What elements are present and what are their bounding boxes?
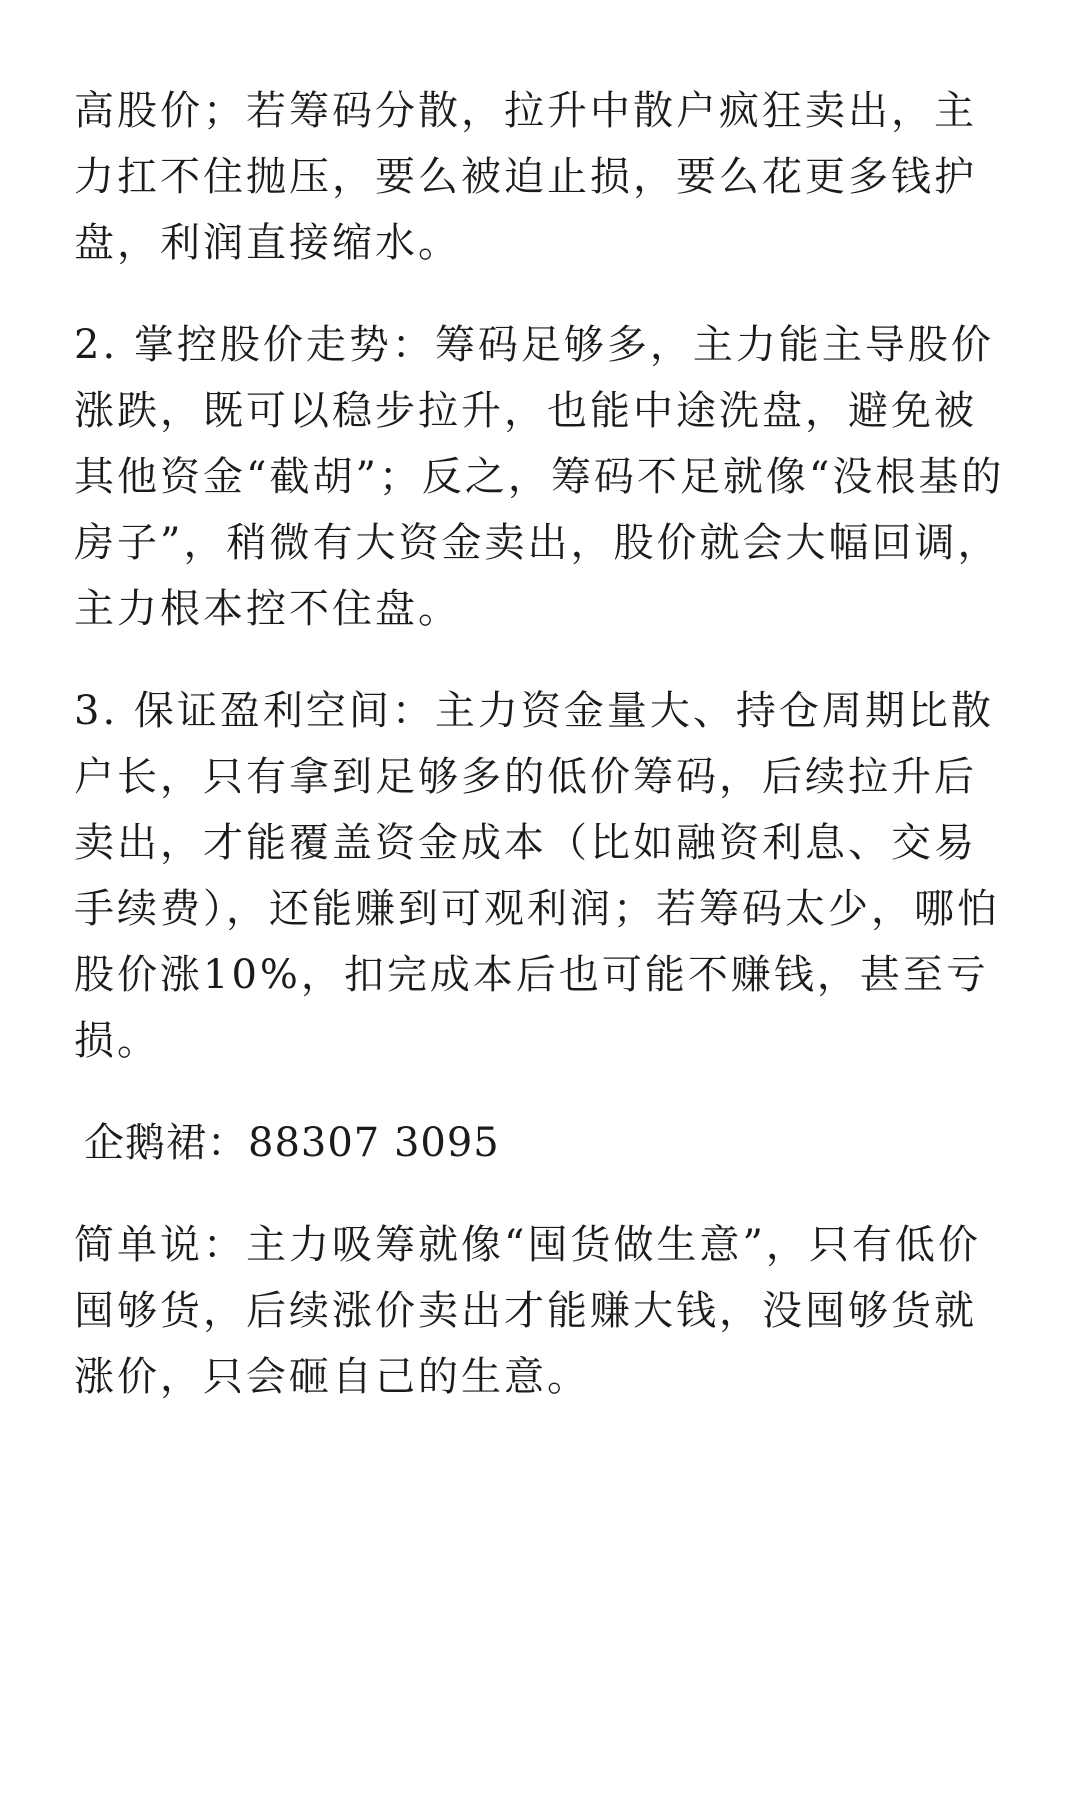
paragraph-spacer (74, 276, 1014, 312)
paragraph-summary: 简单说：主力吸筹就像“囤货做生意”，只有低价囤够货，后续涨价卖出才能赚大钱，没囤够货就涨价，只会砸自己的生意。 (74, 1222, 981, 1400)
paragraph-point-3: 3. 保证盈利空间：主力资金量大、持仓周期比散户长，只有拿到足够多的低价筹码，后续拉升后卖出，才能覆盖资金成本（比如融资利息、交易手续费），还能赚到可观利润；若筹码太少，哪怕股价涨10%，扣完成本后也可能不赚钱，甚至亏损。 (74, 688, 1000, 1064)
paragraph-spacer (74, 642, 1014, 678)
paragraph-spacer (74, 1176, 1014, 1212)
contact-line: 企鹅裙：88307 3095 (84, 1120, 500, 1166)
paragraph-spacer (74, 1074, 1014, 1110)
paragraph-point-2: 2. 掌控股价走势：筹码足够多，主力能主导股价涨跌，既可以稳步拉升，也能中途洗盘，避免被其他资金“截胡”；反之，筹码不足就像“没根基的房子”，稍微有大资金卖出，股价就会大幅回调，主力根本控不住盘。 (74, 322, 1005, 632)
paragraph-intro-continued: 高股价；若筹码分散，拉升中散户疯狂卖出，主力扛不住抛压，要么被迫止损，要么花更多钱护盘，利润直接缩水。 (74, 88, 977, 266)
